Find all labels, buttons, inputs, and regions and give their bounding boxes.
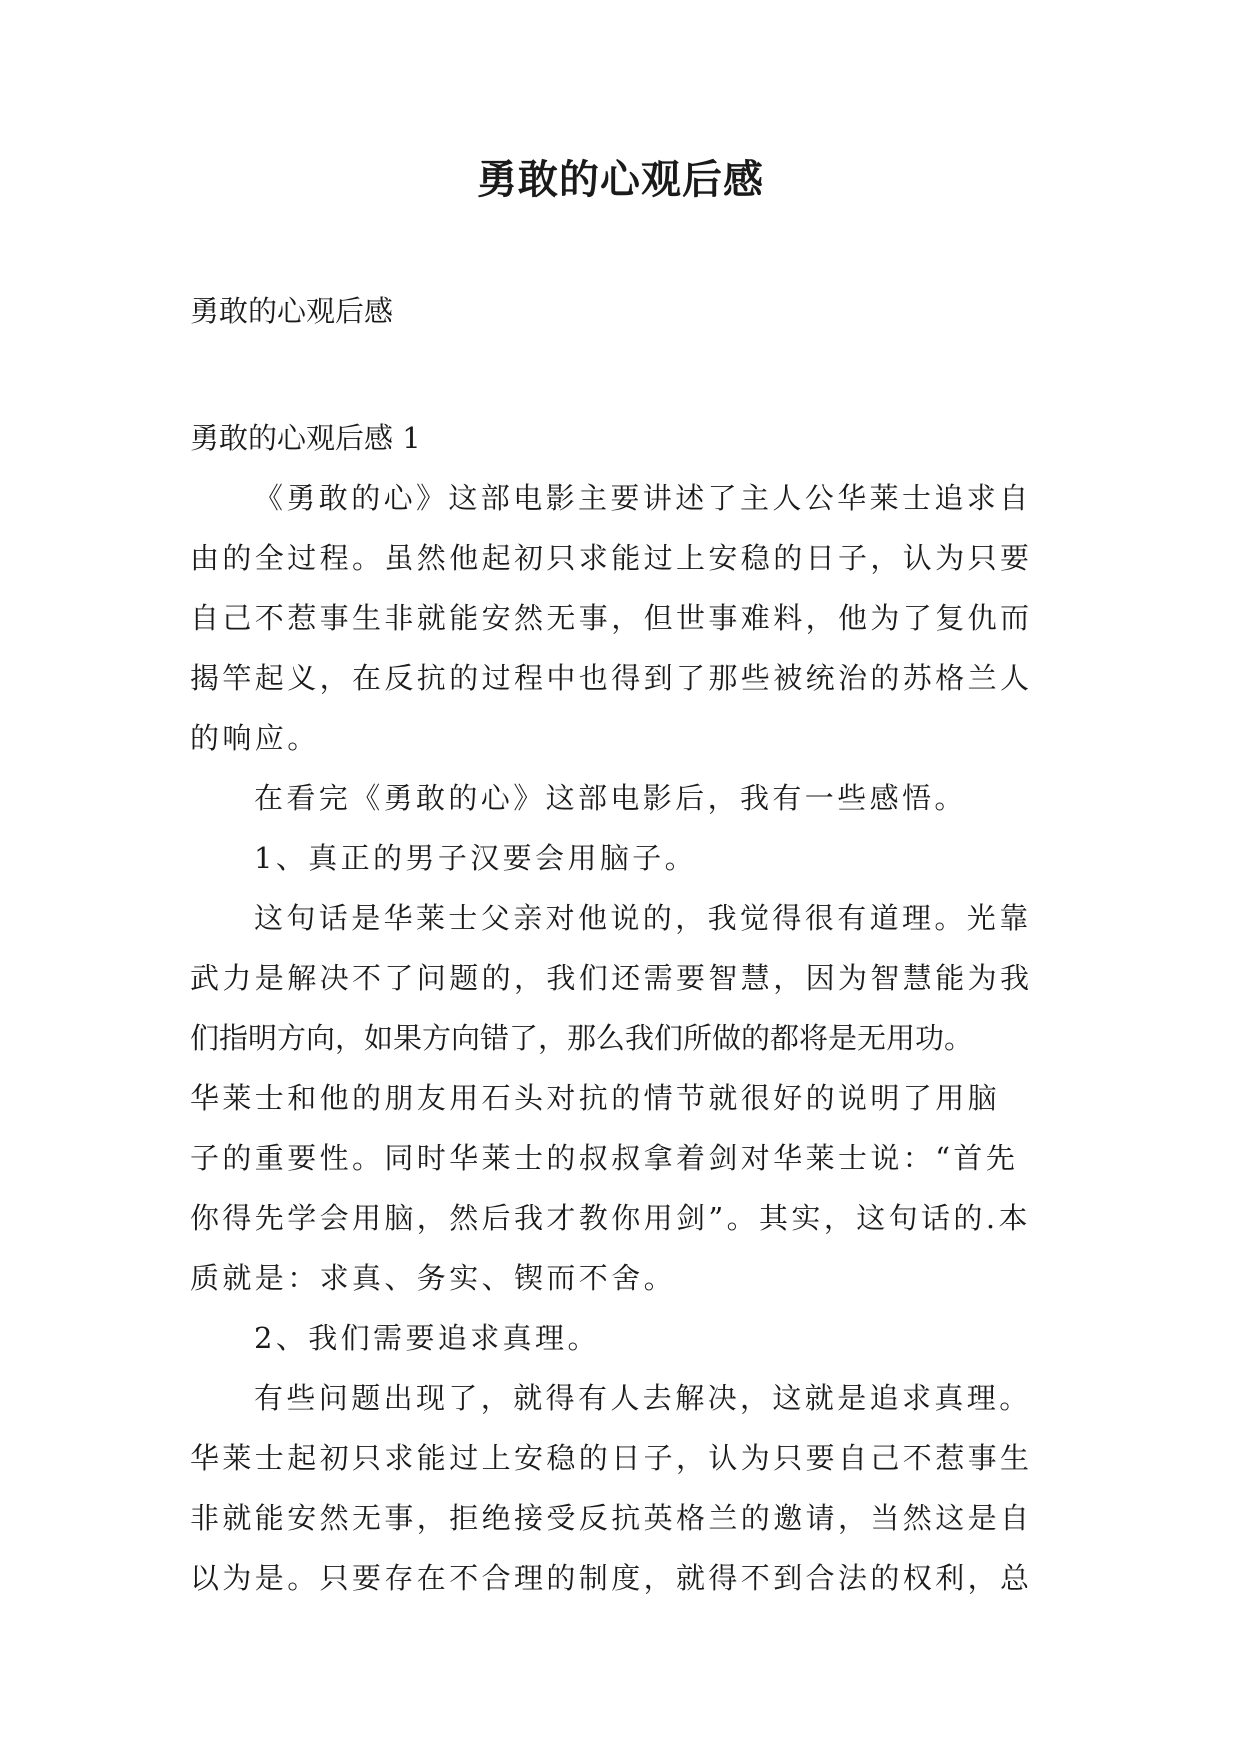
paragraph-line: 华莱士起初只求能过上安稳的日子，认为只要自己不惹事生 (190, 1441, 1033, 1475)
paragraph-line: 自己不惹事生非就能安然无事，但世事难料，他为了复仇而 (190, 601, 1033, 635)
document-subtitle: 勇敢的心观后感 (190, 294, 394, 328)
paragraph-line: 有些问题出现了，就得有人去解决，这就是追求真理。 (254, 1381, 1032, 1415)
paragraph-line: 质就是：求真、务实、锲而不舍。 (190, 1261, 677, 1295)
document-body (190, 408, 1060, 1608)
paragraph-line: 这句话是华莱士父亲对他说的，我觉得很有道理。光靠 (254, 901, 1032, 935)
paragraph-line: 你得先学会用脑，然后我才教你用剑”。其实，这句话的.本 (190, 1201, 1031, 1235)
paragraph-line: 《勇敢的心》这部电影主要讲述了主人公华莱士追求自 (254, 481, 1032, 515)
paragraph-line: 的响应。 (190, 721, 320, 755)
paragraph-line: 以为是。只要存在不合理的制度，就得不到合法的权利，总 (190, 1561, 1033, 1595)
document-title: 勇敢的心观后感 (477, 156, 764, 203)
paragraph-line: 在看完《勇敢的心》这部电影后，我有一些感悟。 (254, 781, 967, 815)
list-point-heading: 1、真正的男子汉要会用脑子。 (254, 841, 698, 875)
section-heading: 勇敢的心观后感 1 (190, 421, 421, 455)
paragraph-line: 武力是解决不了问题的，我们还需要智慧，因为智慧能为我 (190, 961, 1033, 995)
paragraph-line: 由的全过程。虽然他起初只求能过上安稳的日子，认为只要 (190, 541, 1033, 575)
paragraph-line: 揭竿起义，在反抗的过程中也得到了那些被统治的苏格兰人 (190, 661, 1033, 695)
paragraph-line: 们指明方向，如果方向错了，那么我们所做的都将是无用功。 (190, 1021, 974, 1055)
paragraph-line: 非就能安然无事，拒绝接受反抗英格兰的邀请，当然这是自 (190, 1501, 1033, 1535)
paragraph-line: 子的重要性。同时华莱士的叔叔拿着剑对华莱士说：“首先 (190, 1141, 1019, 1175)
list-point-heading: 2、我们需要追求真理。 (254, 1321, 600, 1355)
paragraph-line: 华莱士和他的朋友用石头对抗的情节就很好的说明了用脑 (190, 1081, 1001, 1115)
